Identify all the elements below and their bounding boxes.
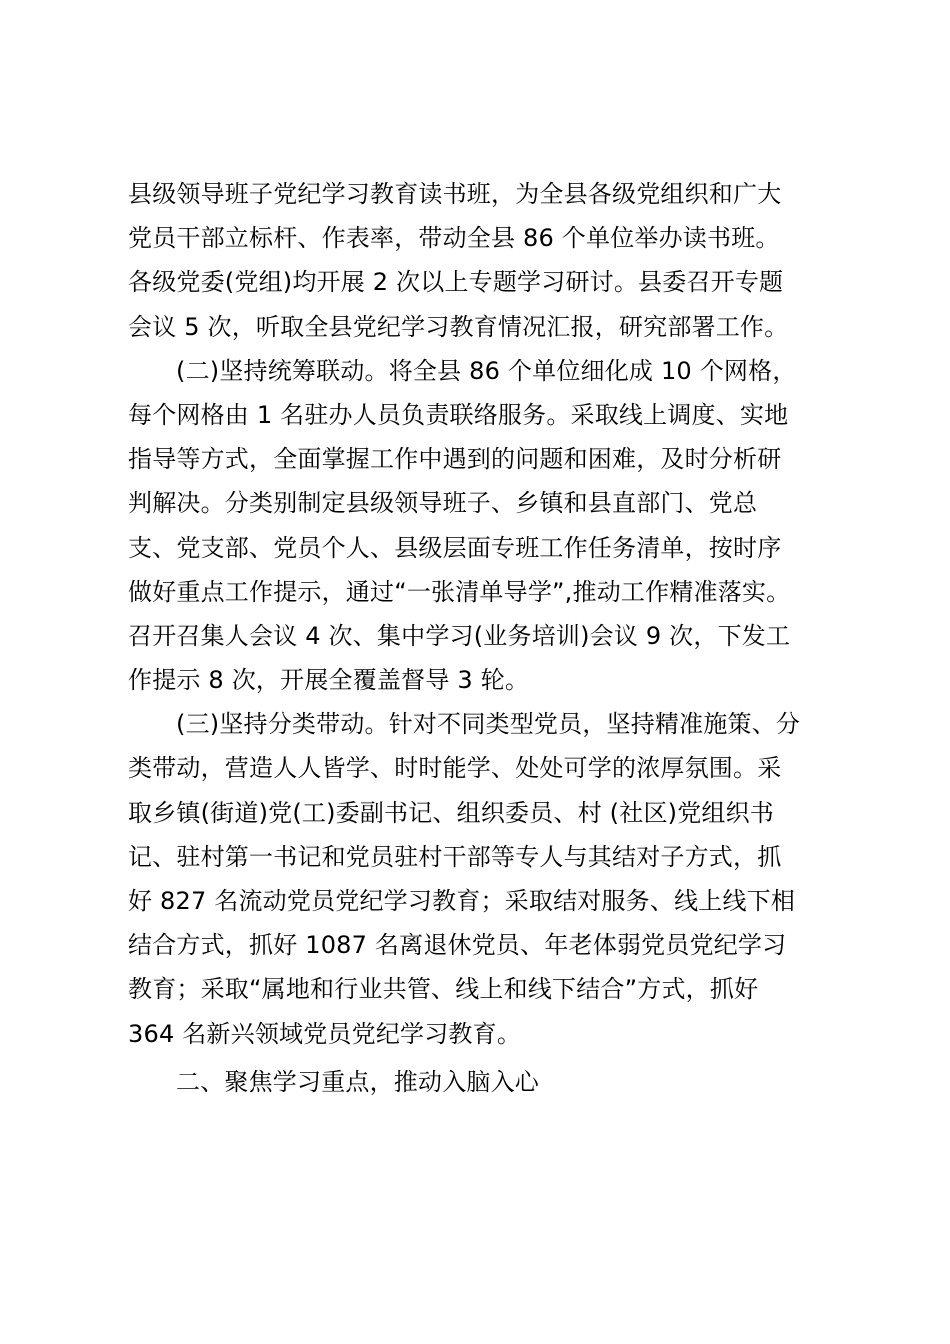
text-line: 好 827 名流动党员党纪学习教育；采取结对服务、线上线下相 xyxy=(128,887,796,915)
text-line: 记、驻村第一书记和党员驻村干部等专人与其结对子方式，抓 xyxy=(128,842,782,871)
text-line: 每个网格由 1 名驻办人员负责联络服务。采取线上调度、实地 xyxy=(128,400,789,429)
text-line: 会议 5 次，听取全县党纪学习教育情况汇报，研究部署工作。 xyxy=(128,312,789,341)
paragraph-start-line: (三)坚持分类带动。针对不同类型党员，坚持精准施策、分 xyxy=(176,710,801,739)
text-line: 党员干部立标杆、作表率，带动全县 86 个单位举办读书班。 xyxy=(128,224,780,253)
text-line: 各级党委(党组)均开展 2 次以上专题学习研讨。县委召开专题 xyxy=(128,268,784,297)
text-line: 判解决。分类别制定县级领导班子、乡镇和县直部门、党总 xyxy=(128,489,758,518)
text-line: 取乡镇(街道)党(工)委副书记、组织委员、村 (社区)党组织书 xyxy=(128,798,775,827)
text-line: 教育；采取“属地和行业共管、线上和线下结合”方式，抓好 xyxy=(128,975,759,1004)
text-line: 指导等方式，全面掌握工作中遇到的问题和困难，及时分析研 xyxy=(128,445,782,474)
text-line: 结合方式，抓好 1087 名离退休党员、年老体弱党员党纪学习 xyxy=(128,931,787,960)
text-line: 召开召集人会议 4 次、集中学习(业务培训)会议 9 次，下发工 xyxy=(128,621,791,650)
text-line: 364 名新兴领域党员党纪学习教育。 xyxy=(128,1019,522,1048)
document-body xyxy=(128,172,828,1104)
text-line: 做好重点工作提示，通过“一张清单导学”,推动工作精准落实。 xyxy=(128,577,791,606)
text-line: 县级领导班子党纪学习教育读书班，为全县各级党组织和广大 xyxy=(128,180,782,208)
text-line: 类带动，营造人人皆学、时时能学、处处可学的浓厚氛围。采 xyxy=(128,754,782,783)
paragraph-start-line: (二)坚持统筹联动。将全县 86 个单位细化成 10 个网格， xyxy=(176,356,797,385)
section-heading: 二、聚焦学习重点，推动入脑入心 xyxy=(176,1067,539,1096)
text-line: 支、党支部、党员个人、县级层面专班工作任务清单，按时序 xyxy=(128,533,782,562)
text-line: 作提示 8 次，开展全覆盖督导 3 轮。 xyxy=(128,666,530,695)
